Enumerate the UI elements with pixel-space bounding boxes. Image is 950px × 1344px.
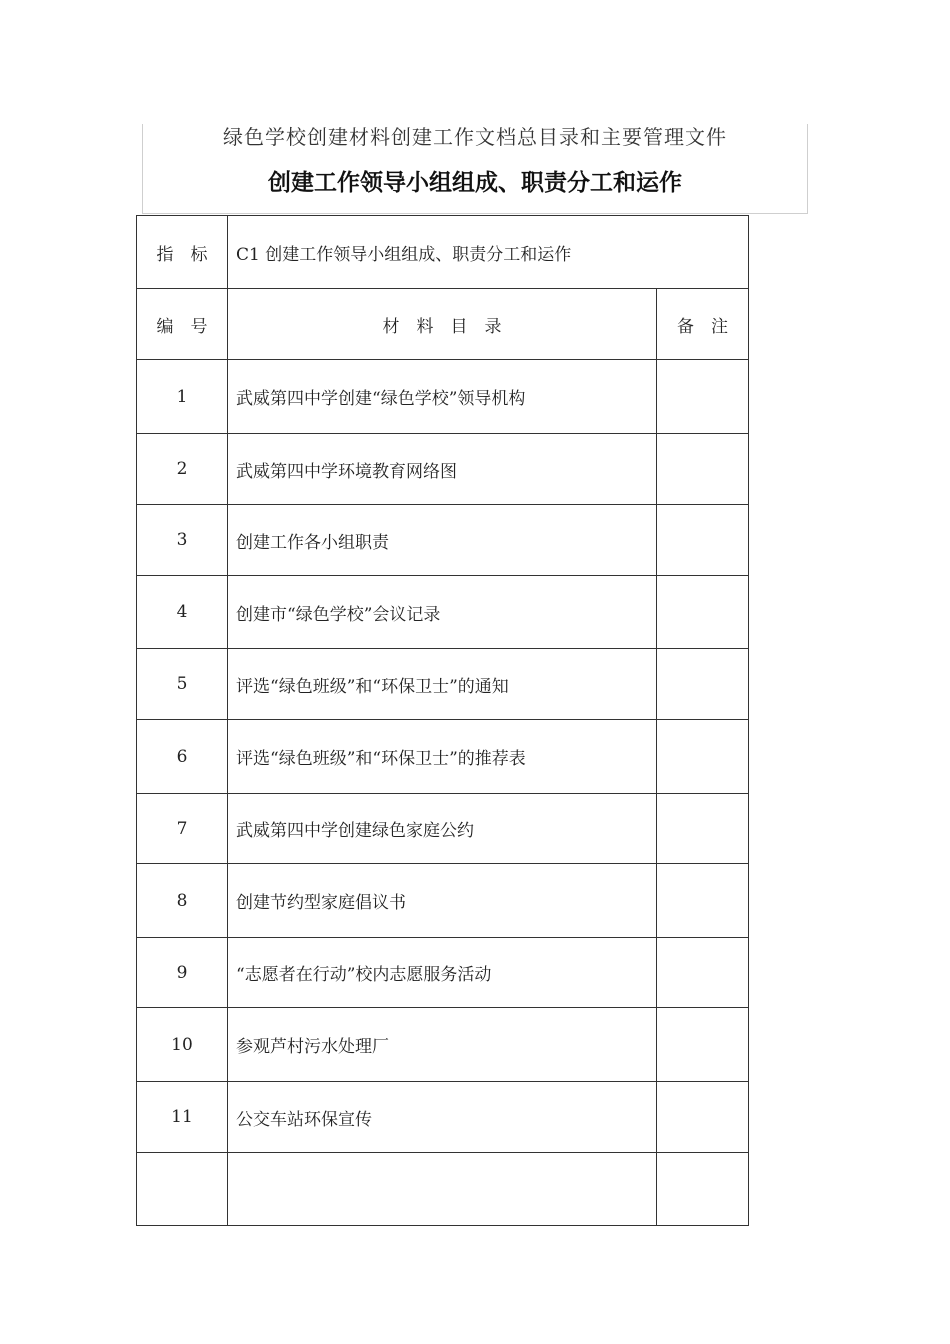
row-number: 9 bbox=[137, 938, 228, 1008]
table-row bbox=[137, 434, 749, 505]
document-title: 绿色学校创建材料创建工作文档总目录和主要管理文件 bbox=[223, 125, 727, 149]
row-note bbox=[657, 864, 749, 938]
row-material: 武威第四中学环境教育网络图 bbox=[228, 434, 657, 505]
header-materials: 材 料 目 录 bbox=[228, 289, 657, 360]
row-note bbox=[657, 360, 749, 434]
row-number: 10 bbox=[137, 1008, 228, 1082]
row-material: 武威第四中学创建绿色家庭公约 bbox=[228, 794, 657, 864]
table-row bbox=[137, 1008, 749, 1082]
row-material: 创建工作各小组职责 bbox=[228, 505, 657, 576]
table-row bbox=[137, 794, 749, 864]
table-row bbox=[137, 360, 749, 434]
table-row bbox=[137, 720, 749, 794]
table-row bbox=[137, 576, 749, 649]
row-number: 4 bbox=[137, 576, 228, 649]
header-notes: 备 注 bbox=[657, 289, 749, 360]
indicator-label: 指 标 bbox=[137, 216, 228, 289]
row-number: 11 bbox=[137, 1082, 228, 1153]
row-material: 武威第四中学创建“绿色学校”领导机构 bbox=[228, 360, 657, 434]
row-number: 8 bbox=[137, 864, 228, 938]
row-number: 1 bbox=[137, 360, 228, 434]
indicator-value: C1 创建工作领导小组组成、职责分工和运作 bbox=[228, 216, 749, 289]
document-header bbox=[142, 124, 808, 214]
row-note bbox=[657, 1008, 749, 1082]
table-row bbox=[137, 1082, 749, 1153]
table-row bbox=[137, 938, 749, 1008]
header-number: 编 号 bbox=[137, 289, 228, 360]
row-note bbox=[657, 794, 749, 864]
row-number: 7 bbox=[137, 794, 228, 864]
row-material: 创建市“绿色学校”会议记录 bbox=[228, 576, 657, 649]
row-note bbox=[657, 434, 749, 505]
row-note bbox=[657, 1153, 749, 1226]
row-material: 创建节约型家庭倡议书 bbox=[228, 864, 657, 938]
table-row bbox=[137, 1153, 749, 1226]
row-number: 6 bbox=[137, 720, 228, 794]
table-row bbox=[137, 864, 749, 938]
row-note bbox=[657, 649, 749, 720]
table-row bbox=[137, 649, 749, 720]
row-number: 2 bbox=[137, 434, 228, 505]
document-subtitle: 创建工作领导小组组成、职责分工和运作 bbox=[268, 170, 682, 196]
row-material: “志愿者在行动”校内志愿服务活动 bbox=[228, 938, 657, 1008]
row-material: 评选“绿色班级”和“环保卫士”的推荐表 bbox=[228, 720, 657, 794]
row-number: 5 bbox=[137, 649, 228, 720]
row-note bbox=[657, 938, 749, 1008]
row-material: 公交车站环保宣传 bbox=[228, 1082, 657, 1153]
row-note bbox=[657, 1082, 749, 1153]
row-number: 3 bbox=[137, 505, 228, 576]
row-material: 评选“绿色班级”和“环保卫士”的通知 bbox=[228, 649, 657, 720]
row-number bbox=[137, 1153, 228, 1226]
row-note bbox=[657, 576, 749, 649]
indicator-row bbox=[137, 216, 749, 289]
table-row bbox=[137, 505, 749, 576]
row-material: 参观芦村污水处理厂 bbox=[228, 1008, 657, 1082]
row-note bbox=[657, 505, 749, 576]
row-note bbox=[657, 720, 749, 794]
header-row bbox=[137, 289, 749, 360]
row-material bbox=[228, 1153, 657, 1226]
materials-table bbox=[136, 215, 749, 1226]
